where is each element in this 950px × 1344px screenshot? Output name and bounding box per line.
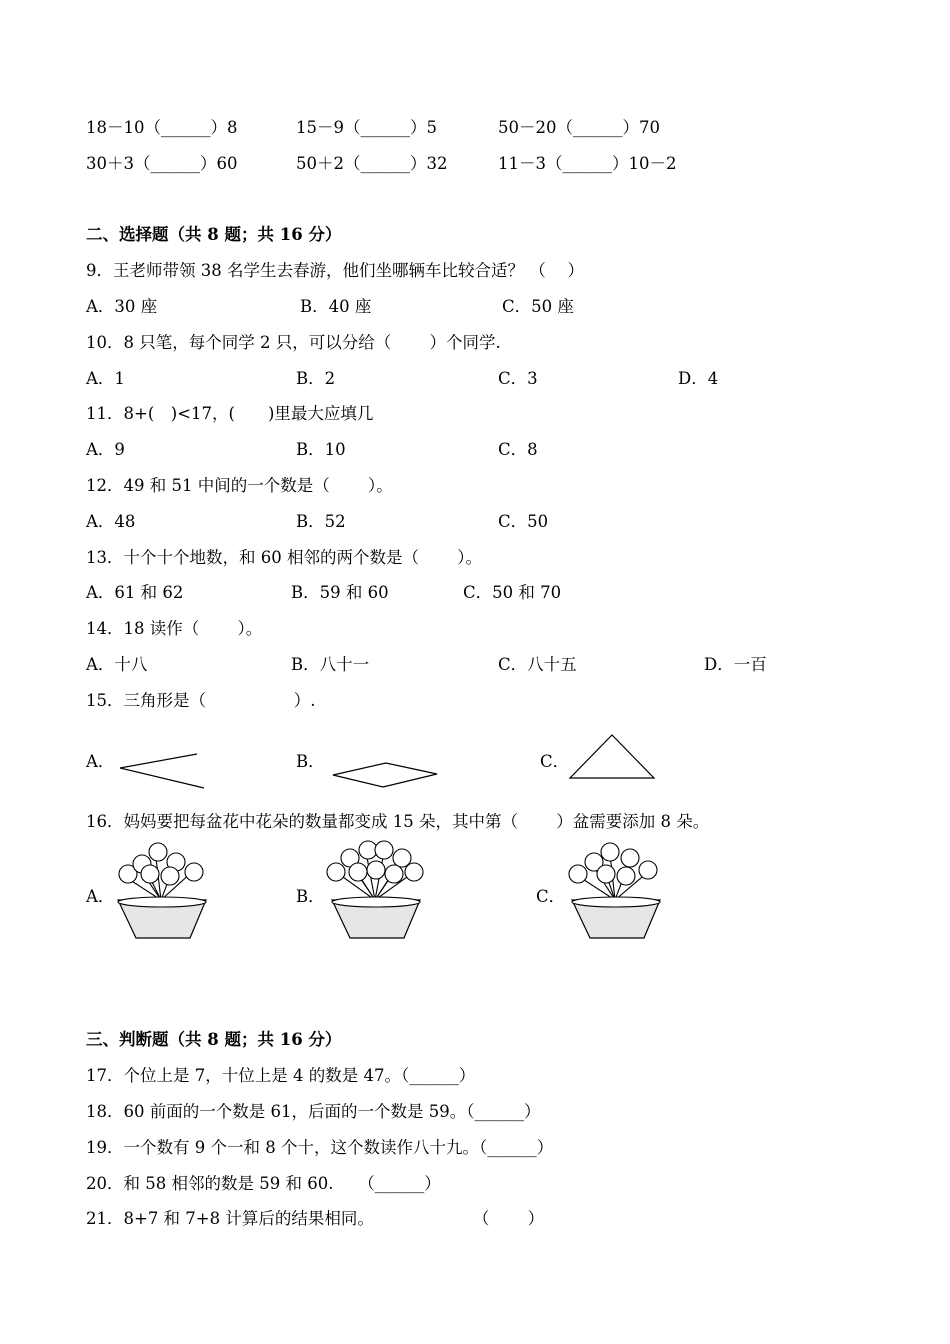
comparison-6: 11－3（______）10－2	[498, 154, 677, 173]
q12-option-a: A．48	[86, 512, 136, 531]
q9-option-b: B．40 座	[300, 297, 372, 316]
flower-pot-a-image	[108, 838, 214, 942]
comparison-3: 50－20（______）70	[498, 118, 660, 137]
q16-option-b: B．	[296, 887, 325, 906]
q9-option-c: C．50 座	[502, 297, 574, 316]
comparison-1: 18－10（______）8	[86, 118, 238, 137]
q13-option-b: B．59 和 60	[291, 583, 389, 602]
q10-option-c: C．3	[498, 369, 538, 388]
flower-pot-b-image	[322, 838, 428, 942]
q15-stem: 15．三角形是（ ）.	[86, 691, 316, 710]
flower-pot-c-image	[562, 838, 668, 942]
q10-stem: 10．8 只笔，每个同学 2 只，可以分给（ ）个同学.	[86, 333, 501, 352]
q13-option-c: C．50 和 70	[463, 583, 562, 602]
rhombus-figure	[330, 760, 442, 790]
q16-option-c: C．	[536, 887, 566, 906]
q14-option-d: D．一百	[704, 655, 767, 674]
q19-statement: 19．一个数有 9 个一和 8 个十，这个数读作八十九。（______）	[86, 1138, 554, 1157]
q13-option-a: A．61 和 62	[86, 583, 184, 602]
q14-option-b: B．八十一	[291, 655, 370, 674]
q9-option-a: A．30 座	[86, 297, 158, 316]
q11-option-b: B．10	[296, 440, 346, 459]
q9-stem: 9．王老师带领 38 名学生去春游，他们坐哪辆车比较合适？ （ ）	[86, 261, 584, 280]
q10-option-b: B．2	[296, 369, 336, 388]
q21-statement: 21．8+7 和 7+8 计算后的结果相同。 （ ）	[86, 1209, 545, 1228]
section-title-choice: 二、选择题（共 8 题；共 16 分）	[86, 225, 342, 244]
q20-statement: 20．和 58 相邻的数是 59 和 60. （______）	[86, 1174, 441, 1193]
q11-option-a: A．9	[86, 440, 125, 459]
q14-option-c: C．八十五	[498, 655, 577, 674]
q15-option-b: B．	[296, 752, 325, 771]
q17-statement: 17．个位上是 7，十位上是 4 的数是 47。（______）	[86, 1066, 476, 1085]
open-angle-figure	[112, 748, 212, 794]
triangle-figure	[566, 732, 658, 782]
comparison-5: 50＋2（______）32	[296, 154, 448, 173]
q12-option-b: B．52	[296, 512, 346, 531]
q14-option-a: A．十八	[86, 655, 148, 674]
q12-stem: 12．49 和 51 中间的一个数是（ ）。	[86, 476, 393, 495]
q12-option-c: C．50	[498, 512, 549, 531]
q10-option-d: D．4	[678, 369, 719, 388]
q11-option-c: C．8	[498, 440, 538, 459]
q15-option-c: C．	[540, 752, 570, 771]
q14-stem: 14．18 读作（ ）。	[86, 619, 263, 638]
q16-stem: 16．妈妈要把每盆花中花朵的数量都变成 15 朵，其中第（ ）盆需要添加 8 朵。	[86, 812, 710, 831]
comparison-4: 30＋3（______）60	[86, 154, 238, 173]
section-title-judgment: 三、判断题（共 8 题；共 16 分）	[86, 1030, 342, 1049]
q16-option-a: A．	[86, 887, 115, 906]
q15-option-a: A．	[86, 752, 115, 771]
q18-statement: 18．60 前面的一个数是 61，后面的一个数是 59。（______）	[86, 1102, 541, 1121]
q10-option-a: A．1	[86, 369, 125, 388]
q11-stem: 11．8+( )<17，( )里最大应填几	[86, 404, 374, 423]
q13-stem: 13．十个十个地数，和 60 相邻的两个数是（ ）。	[86, 548, 482, 567]
comparison-2: 15－9（______）5	[296, 118, 437, 137]
